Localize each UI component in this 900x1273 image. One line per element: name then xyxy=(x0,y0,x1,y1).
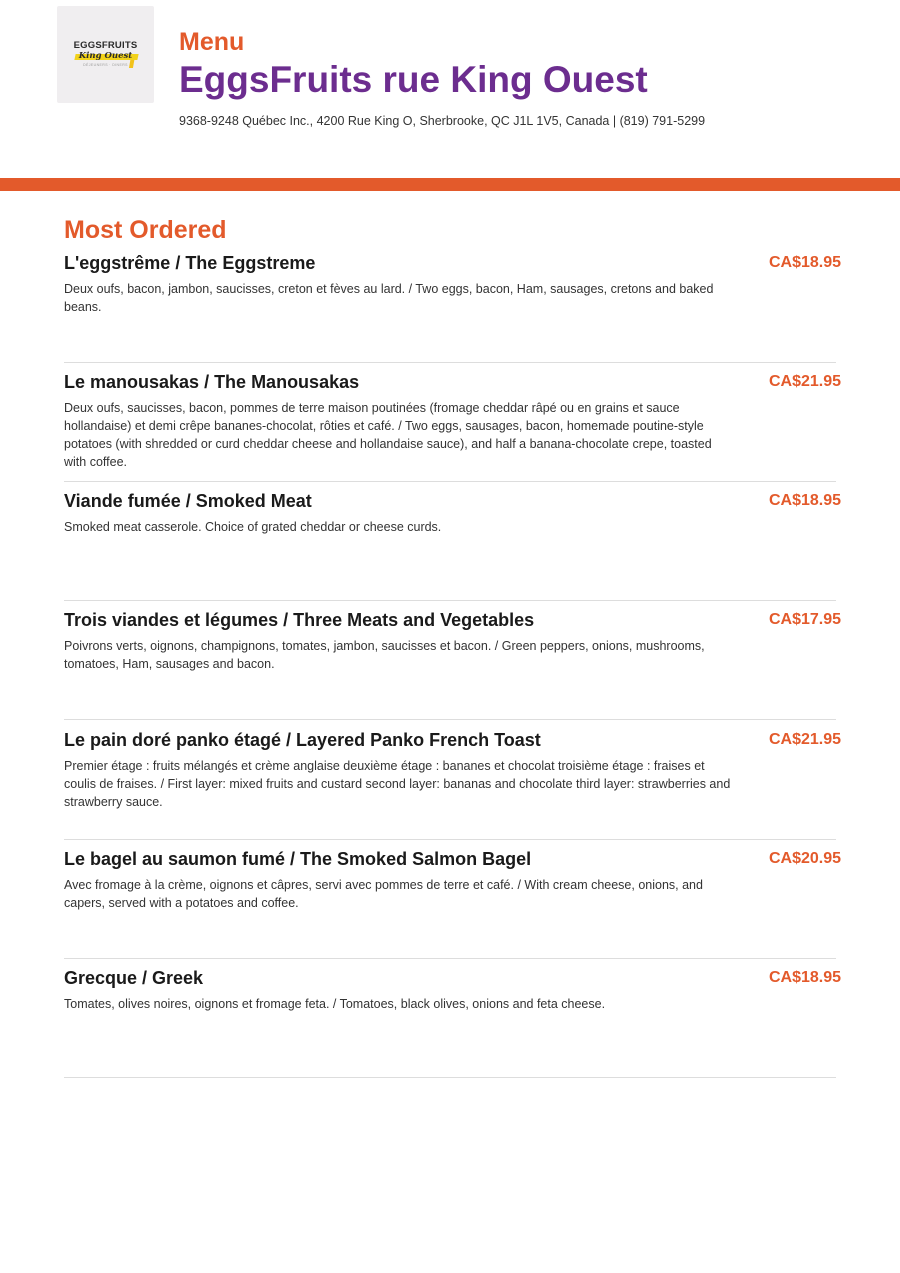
item-name: L'eggstrême / The Eggstreme xyxy=(64,253,316,273)
menu-item xyxy=(64,609,842,728)
item-description: Avec fromage à la crème, oignons et câpres, servi avec pommes de terre et café. / With cream cheese, onions, and capers, served with a potatoes and coffee. xyxy=(64,878,703,910)
item-description: Poivrons verts, oignons, champignons, tomates, jambon, saucisses et bacon. / Green peppers, onions, mushrooms, tomatoes, Ham, sausages and bacon. xyxy=(64,639,705,671)
item-name: Grecque / Greek xyxy=(64,968,204,988)
header xyxy=(0,0,900,178)
item-description: Smoked meat casserole. Choice of grated cheddar or cheese curds. xyxy=(64,520,442,534)
item-divider xyxy=(64,481,836,482)
menu-item xyxy=(64,967,842,1086)
logo-wordmark: EGGSFRUITS xyxy=(73,40,138,51)
accent-bar xyxy=(0,178,900,191)
item-divider xyxy=(64,719,836,720)
item-price: CA$21.95 xyxy=(769,731,842,748)
menu-item xyxy=(64,252,842,371)
restaurant-name: EggsFruits rue King Ouest xyxy=(179,59,648,100)
logo-script: King Ouest xyxy=(73,51,138,61)
item-price: CA$18.95 xyxy=(769,969,842,986)
menu-item xyxy=(64,371,842,490)
item-name: Trois viandes et légumes / Three Meats and Vegetables xyxy=(64,610,535,630)
item-description: Deux oufs, saucisses, bacon, pommes de terre maison poutinées (fromage cheddar râpé ou en grains et sauce hollandaise) et demi crêpe bananes-chocolat, rôties et café. / Two eggs, sausages, bacon, homemade poutine-style potatoes (with shredded or curd cheddar cheese and hollandaise sauce), and half a banana-chocolate crepe, toasted with coffee. xyxy=(64,401,712,469)
item-price: CA$18.95 xyxy=(769,254,842,271)
item-divider xyxy=(64,600,836,601)
item-description: Deux oufs, bacon, jambon, saucisses, creton et fèves au lard. / Two eggs, bacon, Ham, sausages, cretons and baked beans. xyxy=(64,282,714,314)
restaurant-logo xyxy=(57,6,154,103)
restaurant-address: 9368-9248 Québec Inc., 4200 Rue King O, Sherbrooke, QC J1L 1V5, Canada | (819) 791-5299 xyxy=(179,114,706,128)
menu-item xyxy=(64,848,842,967)
menu-label: Menu xyxy=(179,28,245,56)
item-name: Viande fumée / Smoked Meat xyxy=(64,491,312,511)
item-price: CA$17.95 xyxy=(769,611,842,628)
item-divider xyxy=(64,362,836,363)
item-name: Le bagel au saumon fumé / The Smoked Salmon Bagel xyxy=(64,849,532,869)
menu-item xyxy=(64,490,842,609)
item-name: Le manousakas / The Manousakas xyxy=(64,372,360,392)
menu-item xyxy=(64,729,842,848)
item-description: Tomates, olives noires, oignons et fromage feta. / Tomatoes, black olives, onions and feta cheese. xyxy=(64,997,606,1011)
item-divider xyxy=(64,958,836,959)
item-price: CA$18.95 xyxy=(769,492,842,509)
item-description: Premier étage : fruits mélangés et crème anglaise deuxième étage : bananes et chocolat troisième étage : fraises et coulis de fraises. / First layer: mixed fruits and custard second layer: bananas and chocolate third layer: strawberries and strawberry sauce. xyxy=(64,759,731,809)
item-price: CA$20.95 xyxy=(769,850,842,867)
logo-subtitle: DÉJEUNERS · DINERS xyxy=(83,63,128,67)
item-divider xyxy=(64,839,836,840)
item-name: Le pain doré panko étagé / Layered Panko French Toast xyxy=(64,730,541,750)
section-title: Most Ordered xyxy=(64,216,227,244)
item-divider xyxy=(64,1077,836,1078)
item-price: CA$21.95 xyxy=(769,373,842,390)
